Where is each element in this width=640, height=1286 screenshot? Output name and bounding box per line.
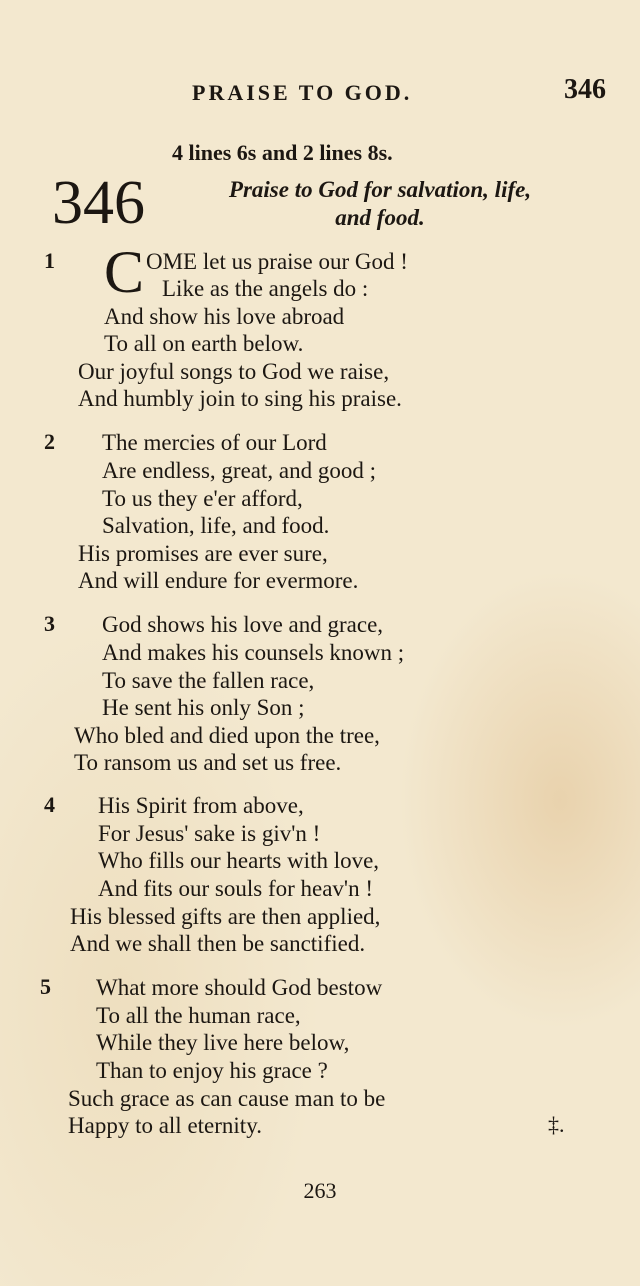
verse-line: His blessed gifts are then applied, (70, 904, 381, 929)
drop-cap: C (104, 239, 145, 305)
running-title: PRAISE TO GOD. (192, 80, 413, 105)
verse-line: Happy to all eternity. (68, 1113, 262, 1138)
verse-line: What more should God bestow (96, 975, 383, 1000)
verse-line: OME let us praise our God ! (146, 249, 408, 274)
stanza-number: 3 (44, 611, 55, 636)
stanza-number: 4 (44, 792, 55, 817)
hymn-number: 346 (52, 169, 145, 237)
verse-line: And fits our souls for heav'n ! (98, 876, 373, 901)
verse-line: To all on earth below. (104, 331, 304, 356)
verse-line: Are endless, great, and good ; (102, 458, 377, 483)
verse-line: His Spirit from above, (98, 793, 304, 818)
meter-line: 4 lines 6s and 2 lines 8s. (172, 140, 393, 165)
verse-line: To all the human race, (96, 1003, 301, 1028)
hymn-title-line-2: and food. (335, 205, 425, 230)
verse-line: The mercies of our Lord (102, 430, 327, 455)
verse-line: Such grace as can cause man to be (68, 1086, 386, 1111)
stanza-number: 2 (44, 429, 55, 454)
end-mark: ‡. (548, 1112, 565, 1137)
stanza-number: 5 (40, 974, 51, 999)
verse-line: His promises are ever sure, (78, 541, 328, 566)
page-number: 263 (303, 1178, 337, 1203)
page-header (0, 74, 640, 114)
verse-line: To us they e'er afford, (102, 486, 303, 511)
verse-line: And humbly join to sing his praise. (78, 386, 402, 411)
verse-line: Like as the angels do : (162, 276, 369, 301)
verse-line: For Jesus' sake is giv'n ! (98, 821, 321, 846)
verse-line: While they live here below, (96, 1030, 350, 1055)
verse-line: Who fills our hearts with love, (98, 848, 380, 873)
verse-line: And makes his counsels known ; (102, 640, 405, 665)
hymn-title (170, 176, 590, 232)
verse-line: Than to enjoy his grace ? (96, 1058, 328, 1083)
verse-line: He sent his only Son ; (102, 695, 305, 720)
verse-line: And will endure for evermore. (78, 568, 359, 593)
verse-line: God shows his love and grace, (102, 612, 384, 637)
verse-line: Who bled and died upon the tree, (74, 723, 380, 748)
verse-line: And show his love abroad (104, 304, 345, 329)
verse-line: Our joyful songs to God we raise, (78, 359, 390, 384)
verse-line: And we shall then be sanctified. (70, 931, 366, 956)
hymn-title-line-1: Praise to God for salvation, life, (228, 177, 532, 202)
verse-line: Salvation, life, and food. (102, 513, 330, 538)
header-hymn-number: 346 (564, 74, 606, 105)
verse-line: To save the fallen race, (102, 668, 315, 693)
verse-line: To ransom us and set us free. (74, 750, 342, 775)
stanza-number: 1 (44, 248, 55, 273)
